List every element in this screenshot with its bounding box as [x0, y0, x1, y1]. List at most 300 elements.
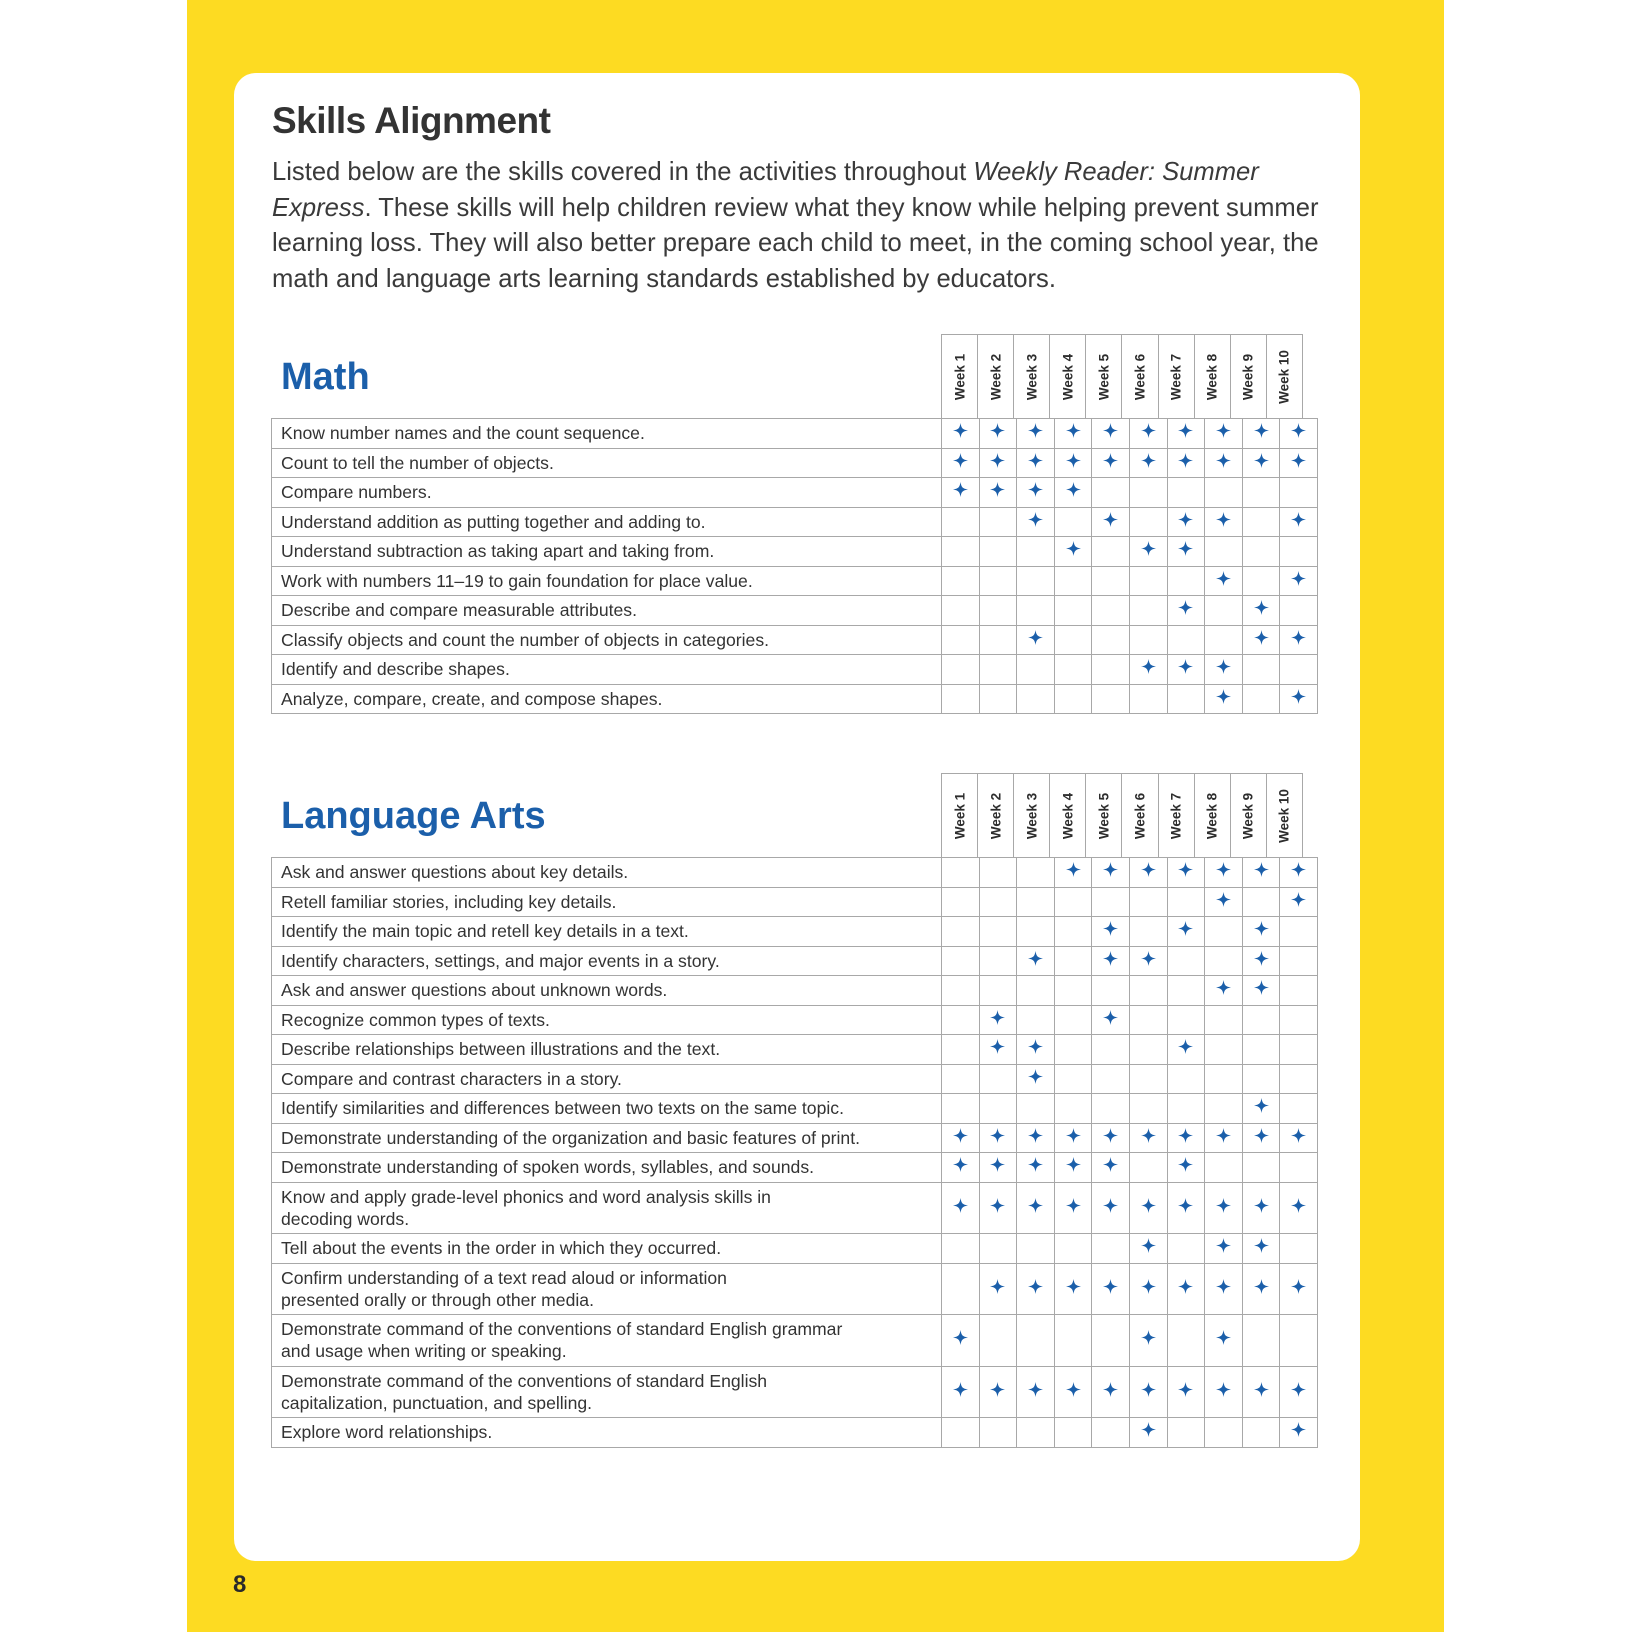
week-5-cell [1092, 1234, 1130, 1264]
week-1-cell [942, 1123, 980, 1153]
week-8-cell [1205, 1315, 1243, 1367]
week-5-cell [1092, 887, 1130, 917]
skill-label: Explore word relationships. [272, 1418, 942, 1448]
four-point-star-icon [1216, 862, 1231, 877]
week-label: Week 7 [1168, 353, 1184, 401]
four-point-star-icon [1254, 630, 1269, 645]
four-point-star-icon [1103, 1382, 1118, 1397]
table-row [272, 1234, 1318, 1264]
week-8-cell [1205, 537, 1243, 567]
week-6-cell [1129, 1123, 1167, 1153]
four-point-star-icon [1291, 423, 1306, 438]
skill-label-line-2: decoding words. [281, 1208, 410, 1229]
week-5-cell [1092, 1005, 1130, 1035]
week-4-cell [1054, 596, 1092, 626]
week-6-cell [1129, 1035, 1167, 1065]
week-3-cell [1017, 858, 1055, 888]
table-row [272, 1315, 1318, 1367]
week-5-cell [1092, 917, 1130, 947]
four-point-star-icon [1141, 862, 1156, 877]
week-8-cell [1205, 887, 1243, 917]
week-9-cell [1242, 478, 1280, 508]
four-point-star-icon [1254, 862, 1269, 877]
four-point-star-icon [1141, 1422, 1156, 1437]
week-3-cell [1017, 1094, 1055, 1124]
week-1-cell [942, 1418, 980, 1448]
week-7-cell [1167, 1366, 1205, 1418]
week-6-cell [1129, 1094, 1167, 1124]
week-10-cell [1280, 625, 1318, 655]
four-point-star-icon [1028, 482, 1043, 497]
math-week-2-header [978, 335, 1014, 419]
week-9-cell [1242, 596, 1280, 626]
four-point-star-icon [953, 1198, 968, 1213]
week-4-cell [1054, 1263, 1092, 1315]
week-6-cell [1129, 858, 1167, 888]
table-row [272, 917, 1318, 947]
four-point-star-icon [990, 1157, 1005, 1172]
week-10-cell [1280, 1263, 1318, 1315]
table-row [272, 566, 1318, 596]
math-heading: Math [281, 356, 370, 398]
week-7-cell [1167, 1182, 1205, 1234]
week-2-cell [979, 1234, 1017, 1264]
week-4-cell [1054, 976, 1092, 1006]
week-6-cell [1129, 1153, 1167, 1183]
skill-label-line-2: and usage when writing or speaking. [281, 1341, 567, 1362]
week-4-cell [1054, 1094, 1092, 1124]
four-point-star-icon [1216, 1198, 1231, 1213]
week-8-cell [1205, 1005, 1243, 1035]
table-row [272, 537, 1318, 567]
week-1-cell [942, 684, 980, 714]
week-7-cell [1167, 478, 1205, 508]
week-1-cell [942, 625, 980, 655]
week-4-cell [1054, 917, 1092, 947]
week-5-cell [1092, 448, 1130, 478]
week-label: Week 9 [1240, 353, 1256, 401]
table-row [272, 1263, 1318, 1315]
week-5-cell [1092, 684, 1130, 714]
week-3-cell [1017, 478, 1055, 508]
four-point-star-icon [1178, 600, 1193, 615]
week-7-cell [1167, 566, 1205, 596]
four-point-star-icon [990, 1198, 1005, 1213]
week-2-cell [979, 1153, 1017, 1183]
four-point-star-icon [1254, 1279, 1269, 1294]
week-2-cell [979, 1094, 1017, 1124]
four-point-star-icon [1178, 1157, 1193, 1172]
four-point-star-icon [1216, 423, 1231, 438]
four-point-star-icon [1291, 1422, 1306, 1437]
skill-label: Count to tell the number of objects. [272, 448, 942, 478]
week-10-cell [1280, 684, 1318, 714]
table-row [272, 419, 1318, 449]
four-point-star-icon [1254, 1238, 1269, 1253]
week-9-cell [1242, 537, 1280, 567]
language-arts-week-4-header [1050, 774, 1086, 858]
four-point-star-icon [1141, 1279, 1156, 1294]
four-point-star-icon [1028, 1382, 1043, 1397]
four-point-star-icon [1291, 512, 1306, 527]
week-5-cell [1092, 858, 1130, 888]
week-9-cell [1242, 1263, 1280, 1315]
skill-label: Retell familiar stories, including key details. [272, 887, 942, 917]
skill-label: Ask and answer questions about unknown words. [272, 976, 942, 1006]
week-5-cell [1092, 566, 1130, 596]
skill-label: Describe and compare measurable attributes. [272, 596, 942, 626]
week-8-cell [1205, 1234, 1243, 1264]
week-4-cell [1054, 858, 1092, 888]
week-8-cell [1205, 1153, 1243, 1183]
four-point-star-icon [1178, 659, 1193, 674]
four-point-star-icon [1103, 1279, 1118, 1294]
week-2-cell [979, 507, 1017, 537]
week-1-cell [942, 976, 980, 1006]
week-5-cell [1092, 1182, 1130, 1234]
week-9-cell [1242, 1005, 1280, 1035]
four-point-star-icon [953, 453, 968, 468]
week-label: Week 4 [1060, 792, 1076, 840]
language-arts-week-7-header [1159, 774, 1195, 858]
week-2-cell [979, 1064, 1017, 1094]
week-10-cell [1280, 596, 1318, 626]
week-3-cell [1017, 537, 1055, 567]
four-point-star-icon [1178, 453, 1193, 468]
week-1-cell [942, 596, 980, 626]
week-2-cell [979, 858, 1017, 888]
week-8-cell [1205, 1418, 1243, 1448]
week-8-cell [1205, 946, 1243, 976]
week-7-cell [1167, 1153, 1205, 1183]
four-point-star-icon [953, 423, 968, 438]
four-point-star-icon [1066, 862, 1081, 877]
four-point-star-icon [1103, 951, 1118, 966]
week-label: Week 8 [1204, 353, 1220, 401]
week-6-cell [1129, 1366, 1167, 1418]
week-8-cell [1205, 1123, 1243, 1153]
four-point-star-icon [990, 1039, 1005, 1054]
language-arts-skills-table [271, 857, 1318, 1448]
skill-label: Ask and answer questions about key details. [272, 858, 942, 888]
week-10-cell [1280, 1064, 1318, 1094]
four-point-star-icon [1178, 1198, 1193, 1213]
table-row [272, 655, 1318, 685]
four-point-star-icon [953, 1330, 968, 1345]
week-1-cell [942, 946, 980, 976]
table-row [272, 1153, 1318, 1183]
four-point-star-icon [1066, 541, 1081, 556]
week-5-cell [1092, 478, 1130, 508]
week-2-cell [979, 596, 1017, 626]
week-10-cell [1280, 946, 1318, 976]
four-point-star-icon [1178, 1382, 1193, 1397]
skill-label: Demonstrate understanding of the organization and basic features of print. [272, 1123, 942, 1153]
week-8-cell [1205, 917, 1243, 947]
skill-label-line-1: Demonstrate command of the conventions of standard English grammar [281, 1319, 843, 1340]
four-point-star-icon [1291, 892, 1306, 907]
skill-label [272, 1315, 942, 1367]
four-point-star-icon [1216, 659, 1231, 674]
week-7-cell [1167, 976, 1205, 1006]
four-point-star-icon [1216, 689, 1231, 704]
week-3-cell [1017, 1234, 1055, 1264]
week-1-cell [942, 1263, 980, 1315]
week-9-cell [1242, 507, 1280, 537]
week-5-cell [1092, 507, 1130, 537]
week-3-cell [1017, 1263, 1055, 1315]
four-point-star-icon [1103, 423, 1118, 438]
four-point-star-icon [1141, 541, 1156, 556]
math-section [271, 334, 1317, 734]
week-9-cell [1242, 1315, 1280, 1367]
week-6-cell [1129, 1182, 1167, 1234]
skill-label: Compare and contrast characters in a story. [272, 1064, 942, 1094]
week-2-cell [979, 946, 1017, 976]
intro-text-2: . These skills will help children review what they know while helping prevent summer learning loss. They will also better prepare each child to meet, in the coming school year, the math and language arts learning standards established by educators. [272, 193, 1319, 293]
four-point-star-icon [1291, 453, 1306, 468]
four-point-star-icon [1178, 1128, 1193, 1143]
week-7-cell [1167, 1234, 1205, 1264]
week-label: Week 2 [988, 792, 1004, 840]
week-8-cell [1205, 1366, 1243, 1418]
four-point-star-icon [1216, 571, 1231, 586]
week-2-cell [979, 566, 1017, 596]
week-4-cell [1054, 1035, 1092, 1065]
week-2-cell [979, 1366, 1017, 1418]
week-4-cell [1054, 448, 1092, 478]
week-8-cell [1205, 478, 1243, 508]
four-point-star-icon [1216, 1238, 1231, 1253]
week-1-cell [942, 1064, 980, 1094]
table-row [272, 625, 1318, 655]
week-4-cell [1054, 1005, 1092, 1035]
math-skills-table [271, 418, 1318, 714]
skill-label: Identify and describe shapes. [272, 655, 942, 685]
week-1-cell [942, 448, 980, 478]
week-4-cell [1054, 1234, 1092, 1264]
week-7-cell [1167, 419, 1205, 449]
skill-label: Work with numbers 11–19 to gain foundation for place value. [272, 566, 942, 596]
week-2-cell [979, 887, 1017, 917]
week-3-cell [1017, 887, 1055, 917]
week-6-cell [1129, 566, 1167, 596]
four-point-star-icon [1028, 1157, 1043, 1172]
week-5-cell [1092, 1315, 1130, 1367]
four-point-star-icon [990, 423, 1005, 438]
week-3-cell [1017, 1315, 1055, 1367]
language-arts-section [271, 773, 1317, 1473]
week-7-cell [1167, 1094, 1205, 1124]
week-6-cell [1129, 1064, 1167, 1094]
week-8-cell [1205, 684, 1243, 714]
week-8-cell [1205, 596, 1243, 626]
four-point-star-icon [1254, 1128, 1269, 1143]
skill-label-line-1: Confirm understanding of a text read aloud or information [281, 1267, 727, 1288]
four-point-star-icon [1291, 1279, 1306, 1294]
week-5-cell [1092, 1035, 1130, 1065]
four-point-star-icon [1028, 423, 1043, 438]
four-point-star-icon [1254, 921, 1269, 936]
week-5-cell [1092, 537, 1130, 567]
week-3-cell [1017, 976, 1055, 1006]
table-row [272, 946, 1318, 976]
four-point-star-icon [1291, 571, 1306, 586]
table-row [272, 448, 1318, 478]
four-point-star-icon [1178, 512, 1193, 527]
four-point-star-icon [1066, 1198, 1081, 1213]
week-6-cell [1129, 419, 1167, 449]
week-10-cell [1280, 1315, 1318, 1367]
week-7-cell [1167, 887, 1205, 917]
four-point-star-icon [1291, 630, 1306, 645]
four-point-star-icon [1066, 482, 1081, 497]
week-10-cell [1280, 566, 1318, 596]
week-8-cell [1205, 1182, 1243, 1234]
skill-label [272, 1182, 942, 1234]
week-1-cell [942, 858, 980, 888]
week-7-cell [1167, 858, 1205, 888]
skill-label: Identify characters, settings, and major events in a story. [272, 946, 942, 976]
week-10-cell [1280, 1094, 1318, 1124]
week-label: Week 2 [988, 353, 1004, 401]
week-7-cell [1167, 1123, 1205, 1153]
week-5-cell [1092, 1263, 1130, 1315]
week-7-cell [1167, 1064, 1205, 1094]
week-3-cell [1017, 1123, 1055, 1153]
four-point-star-icon [1216, 1382, 1231, 1397]
week-6-cell [1129, 478, 1167, 508]
week-10-cell [1280, 917, 1318, 947]
week-4-cell [1054, 1418, 1092, 1448]
four-point-star-icon [1216, 512, 1231, 527]
four-point-star-icon [1103, 921, 1118, 936]
week-1-cell [942, 1153, 980, 1183]
week-4-cell [1054, 625, 1092, 655]
week-2-cell [979, 655, 1017, 685]
table-row [272, 1094, 1318, 1124]
week-10-cell [1280, 419, 1318, 449]
four-point-star-icon [1028, 1069, 1043, 1084]
table-row [272, 1064, 1318, 1094]
language-arts-week-6-header [1122, 774, 1158, 858]
week-10-cell [1280, 858, 1318, 888]
week-8-cell [1205, 507, 1243, 537]
four-point-star-icon [1178, 921, 1193, 936]
math-week-4-header [1050, 335, 1086, 419]
week-6-cell [1129, 625, 1167, 655]
four-point-star-icon [1141, 659, 1156, 674]
week-10-cell [1280, 655, 1318, 685]
week-8-cell [1205, 1064, 1243, 1094]
four-point-star-icon [1254, 1098, 1269, 1113]
language-arts-week-8-header [1195, 774, 1231, 858]
week-label: Week 5 [1096, 353, 1112, 401]
week-2-cell [979, 684, 1017, 714]
week-5-cell [1092, 655, 1130, 685]
week-3-cell [1017, 1153, 1055, 1183]
week-9-cell [1242, 1234, 1280, 1264]
week-10-cell [1280, 1153, 1318, 1183]
week-9-cell [1242, 1153, 1280, 1183]
four-point-star-icon [1216, 892, 1231, 907]
four-point-star-icon [1141, 1330, 1156, 1345]
week-4-cell [1054, 537, 1092, 567]
week-3-cell [1017, 507, 1055, 537]
week-9-cell [1242, 625, 1280, 655]
week-6-cell [1129, 1005, 1167, 1035]
week-1-cell [942, 537, 980, 567]
four-point-star-icon [1291, 1128, 1306, 1143]
week-9-cell [1242, 1064, 1280, 1094]
week-3-cell [1017, 1035, 1055, 1065]
four-point-star-icon [1103, 1010, 1118, 1025]
week-2-cell [979, 537, 1017, 567]
week-1-cell [942, 1182, 980, 1234]
language-arts-week-1-header [942, 774, 978, 858]
language-arts-week-2-header [978, 774, 1014, 858]
intro-text-1: Listed below are the skills covered in the activities throughout [272, 158, 974, 186]
week-9-cell [1242, 566, 1280, 596]
four-point-star-icon [953, 1128, 968, 1143]
four-point-star-icon [1254, 1382, 1269, 1397]
four-point-star-icon [1103, 1157, 1118, 1172]
four-point-star-icon [1216, 453, 1231, 468]
week-8-cell [1205, 858, 1243, 888]
week-3-cell [1017, 625, 1055, 655]
week-6-cell [1129, 684, 1167, 714]
skill-label: Understand addition as putting together and adding to. [272, 507, 942, 537]
four-point-star-icon [1103, 453, 1118, 468]
table-row [272, 1035, 1318, 1065]
week-3-cell [1017, 448, 1055, 478]
week-2-cell [979, 1263, 1017, 1315]
four-point-star-icon [990, 1010, 1005, 1025]
skill-label: Describe relationships between illustrations and the text. [272, 1035, 942, 1065]
week-9-cell [1242, 419, 1280, 449]
week-6-cell [1129, 1263, 1167, 1315]
skill-label: Identify similarities and differences between two texts on the same topic. [272, 1094, 942, 1124]
week-3-cell [1017, 596, 1055, 626]
table-row [272, 1182, 1318, 1234]
four-point-star-icon [1254, 453, 1269, 468]
week-label: Week 8 [1204, 792, 1220, 840]
four-point-star-icon [1103, 1198, 1118, 1213]
week-8-cell [1205, 625, 1243, 655]
week-1-cell [942, 566, 980, 596]
week-10-cell [1280, 1366, 1318, 1418]
week-4-cell [1054, 1153, 1092, 1183]
week-1-cell [942, 478, 980, 508]
week-2-cell [979, 917, 1017, 947]
four-point-star-icon [1254, 980, 1269, 995]
week-6-cell [1129, 917, 1167, 947]
week-9-cell [1242, 448, 1280, 478]
table-row [272, 1123, 1318, 1153]
week-1-cell [942, 1366, 980, 1418]
week-7-cell [1167, 684, 1205, 714]
book-title-2: Express [272, 193, 365, 222]
four-point-star-icon [1254, 600, 1269, 615]
week-5-cell [1092, 1153, 1130, 1183]
week-4-cell [1054, 1123, 1092, 1153]
week-2-cell [979, 1035, 1017, 1065]
week-8-cell [1205, 1035, 1243, 1065]
week-7-cell [1167, 1315, 1205, 1367]
page-number: 8 [233, 1571, 247, 1598]
week-3-cell [1017, 419, 1055, 449]
math-week-9-header [1231, 335, 1267, 419]
